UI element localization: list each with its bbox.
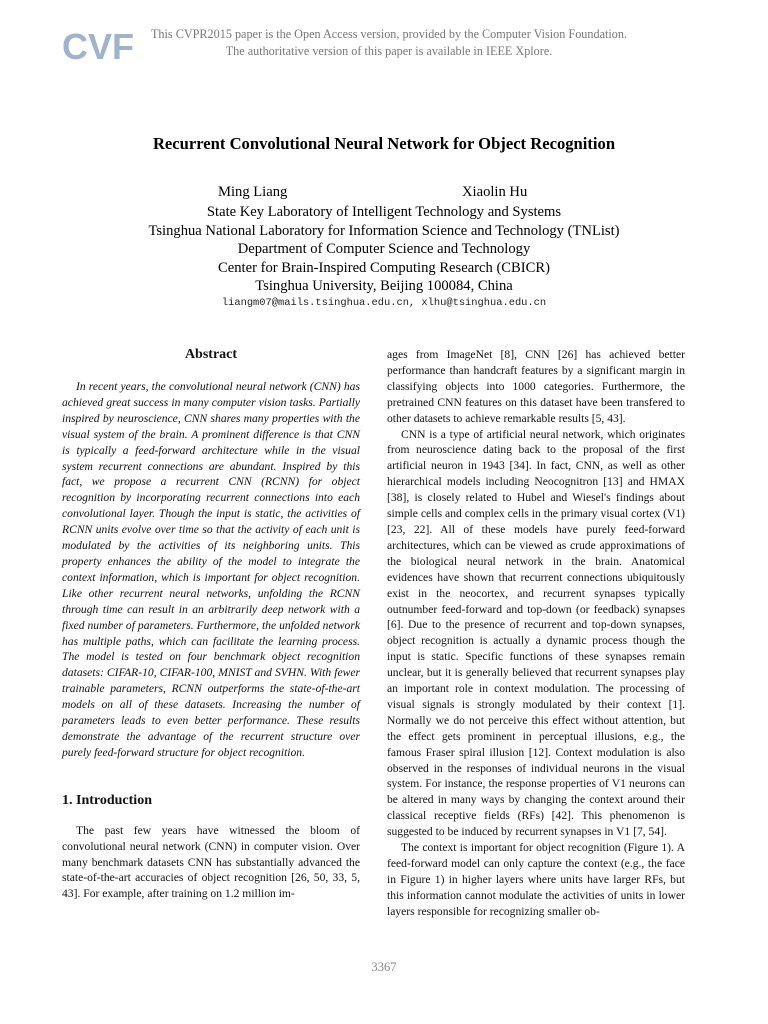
cvf-logo-text: CVF	[62, 26, 134, 67]
affiliation-line: Department of Computer Science and Technology	[237, 241, 531, 258]
author-2: Xiaolin Hu	[462, 184, 528, 200]
introduction-heading: 1. Introduction	[62, 792, 152, 808]
cvf-logo	[62, 26, 134, 67]
abstract-heading: Abstract	[184, 347, 238, 362]
paper-title: Recurrent Convolutional Neural Network for Object Recognition	[152, 134, 616, 153]
banner-line-2: The authoritative version of this paper is available in IEEE Xplore.	[225, 44, 553, 58]
body-paragraph: ages from ImageNet [8], CNN [26] has achieved better performance than handcraft features by a significant margin in classifying objects into 1000 categories. Furthermore, the pretrained CNN features on this dataset have been transfered to other datasets to achieve remarkable results [5, 43].	[387, 348, 685, 425]
author-names	[0, 184, 768, 204]
page-number: 3367	[371, 960, 397, 974]
author-emails: liangm07@mails.tsinghua.edu.cn, xlhu@tsinghua.edu.cn	[221, 297, 547, 309]
affiliation-line: State Key Laboratory of Intelligent Technology and Systems	[206, 204, 562, 220]
body-paragraph: The context is important for object recognition (Figure 1). A feed-forward model can only capture the context (e.g., the face in Figure 1) in higher layers where units have larger RFs, but this information cannot modulate the activities of units in lower layers responsible for recognizing smaller ob-	[387, 841, 685, 918]
affiliation-line: Tsinghua National Laboratory for Information Science and Technology (TNList)	[148, 222, 620, 239]
left-column	[62, 345, 360, 902]
affiliation-line: Tsinghua University, Beijing 100084, China	[255, 278, 513, 295]
open-access-banner	[130, 26, 648, 60]
abstract-text: In recent years, the convolutional neural network (CNN) has achieved great success in many computer vision tasks. Partially inspired by neuroscience, CNN shares many properties with the visual system of the brain. A prominent difference is that CNN is typically a feed-forward architecture while in the visual system recurrent connections are abundant. Inspired by this fact, we propose a recurrent CNN (RCNN) for object recognition by incorporating recurrent connections into each convolutional layer. Though the input is static, the activities of RCNN units evolve over time so that the activity of each unit is modulated by the activities of its neighboring units. This property enhances the ability of the model to integrate the context information, which is important for object recognition. Like other recurrent neural networks, unfolding the RCNN through time can result in an arbitrarily deep network with a fixed number of parameters. Furthermore, the unfolded network has multiple paths, which can facilitate the learning process. The model is tested on four benchmark object recognition datasets: CIFAR-10, CIFAR-100, MNIST and SVHN. With fewer trainable parameters, RCNN outperforms the state-of-the-art models on all of these datasets. Increasing the number of parameters leads to even better performance. These results demonstrate the advantage of the recurrent structure over purely feed-forward structure for object recognition.	[62, 380, 360, 759]
banner-line-1: This CVPR2015 paper is the Open Access version, provided by the Computer Vision Foundation.	[150, 27, 627, 41]
right-column	[387, 347, 685, 920]
affiliations	[0, 203, 768, 296]
author-1: Ming Liang	[218, 184, 288, 200]
body-paragraph: CNN is a type of artificial neural network, which originates from neuroscience dating back to the proposal of the first artificial neuron in 1943 [34]. In fact, CNN, as well as other hierarchical models including Neocognitron [13] and HMAX [38], is closely related to Hubel and Wiesel's findings about simple cells and complex cells in the primary visual cortex (V1)[23, 22]. All of these models have purely feed-forward architectures, which can be viewed as crude approximations of the biological neural network in the brain. Anatomical evidences have shown that recurrent connections ubiquitously exist in the neocortex, and recurrent synapses typically outnumber feed-forward and top-down (or feedback) synapses [6]. Due to the presence of recurrent and top-down synapses, object recognition is actually a dynamic process though the input is static. Specific functions of these synapses remain unclear, but it is generally believed that recurrent synapses play an important role in context modulation. The processing of visual signals is strongly modulated by their context [1]. Normally we do not perceive this effect without attention, but the effect gets prominent in perceptual illusions, e.g., the famous Fraser spiral illusion [12]. Context modulation is also observed in the responses of individual neurons in the visual system. For instance, the response properties of V1 neurons can be altered in many ways by changing the context around their classical receptive fields (RFs) [42]. This phenomenon is suggested to be induced by recurrent synapses in V1 [7, 54].	[387, 427, 685, 839]
introduction-paragraph: The past few years have witnessed the bloom of convolutional neural network (CNN) in computer vision. Over many benchmark datasets CNN has substantially advanced the state-of-the-art accuracies of object recognition [26, 50, 33, 5, 43]. For example, after training on 1.2 million im-	[62, 823, 360, 901]
affiliation-line: Center for Brain-Inspired Computing Research (CBICR)	[218, 259, 550, 276]
